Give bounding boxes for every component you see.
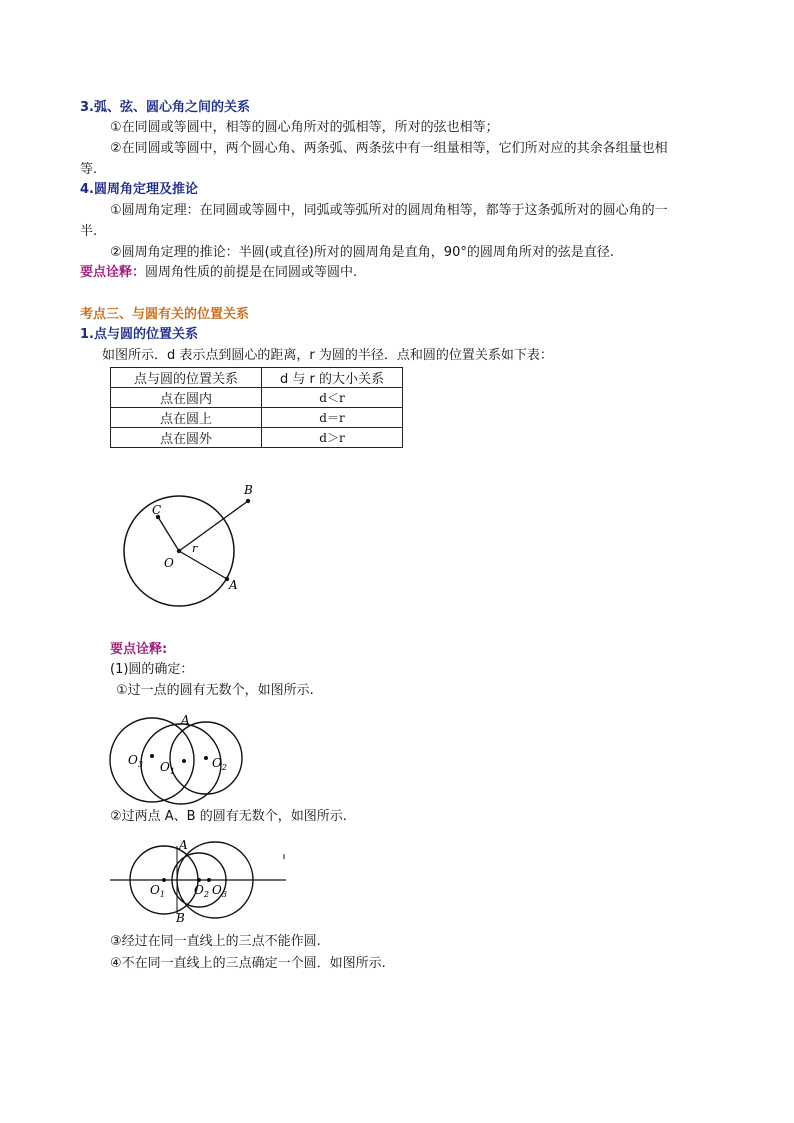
table-cell: d＞r bbox=[262, 428, 403, 448]
table-header-row bbox=[111, 368, 403, 388]
two-point-circles-figure bbox=[108, 834, 292, 924]
label-O1: $O_1$ bbox=[160, 760, 175, 776]
section3-item1: ①在同圆或等圆中，相等的圆心角所对的弧相等，所对的弦也相等； bbox=[110, 120, 499, 135]
point-circle-figure bbox=[110, 475, 270, 615]
section3-item2-line1: ②在同圆或等圆中，两个圆心角、两条弧、两条弦中有一组量相等，它们所对应的其余各组量也相 bbox=[110, 141, 668, 156]
point-O1 bbox=[162, 878, 166, 882]
notes-p1-item3: ③经过在同一直线上的三点不能作圆. bbox=[110, 934, 321, 949]
circle-O1 bbox=[141, 724, 221, 804]
label-C: C bbox=[152, 503, 162, 517]
table-cell: d＝r bbox=[262, 408, 403, 428]
label-B: B bbox=[176, 911, 185, 925]
notes-p1-item1: ①过一点的圆有无数个，如图所示. bbox=[116, 683, 314, 698]
point-B bbox=[246, 499, 250, 503]
section4-heading: 4.圆周角定理及推论 bbox=[80, 182, 198, 197]
label-A: A bbox=[229, 578, 238, 592]
note-label: 要点诠释： bbox=[80, 265, 146, 280]
section4-note bbox=[80, 265, 357, 281]
point-O3 bbox=[207, 878, 211, 882]
section4-item1-line1: ①圆周角定理：在同圆或等圆中，同弧或等弧所对的圆周角相等，都等于这条弧所对的圆心角的一 bbox=[110, 203, 668, 218]
one-point-circles-figure bbox=[108, 712, 248, 802]
kaodian3-heading: 考点三、与圆有关的位置关系 bbox=[80, 307, 250, 322]
table-row bbox=[111, 428, 403, 448]
table-header-cell: 点与圆的位置关系 bbox=[111, 368, 262, 388]
notes-label: 要点诠释: bbox=[110, 642, 168, 657]
table-cell: 点在圆上 bbox=[111, 408, 262, 428]
table-row bbox=[111, 388, 403, 408]
table-cell: d＜r bbox=[262, 388, 403, 408]
segment-OA bbox=[179, 551, 227, 579]
sub1-heading: 1.点与圆的位置关系 bbox=[80, 327, 198, 342]
point-O2 bbox=[204, 756, 208, 760]
label-r: r bbox=[192, 542, 198, 555]
position-relation-table bbox=[110, 367, 403, 448]
notes-p1: (1)圆的确定： bbox=[110, 662, 194, 677]
label-O1: $O_1$ bbox=[150, 883, 165, 899]
notes-p1-item4: ④不在同一直线上的三点确定一个圆．如图所示. bbox=[110, 956, 386, 971]
section4-item1-line2: 半. bbox=[80, 224, 98, 239]
label-O2: $O_2$ bbox=[212, 756, 227, 772]
label-O3: $O_3$ bbox=[212, 883, 227, 899]
note-text: 圆周角性质的前提是在同圆或等圆中. bbox=[145, 265, 358, 280]
circle-O3 bbox=[110, 718, 194, 802]
label-A: A bbox=[179, 838, 188, 852]
point-O3 bbox=[150, 754, 154, 758]
segment-OC bbox=[158, 517, 179, 551]
table-cell: 点在圆内 bbox=[111, 388, 262, 408]
label-O3: $O_3$ bbox=[128, 753, 143, 769]
point-O1 bbox=[182, 759, 186, 763]
section3-item2-line2: 等. bbox=[80, 162, 98, 177]
point-O2 bbox=[197, 878, 201, 882]
label-O2: $O_2$ bbox=[194, 883, 209, 899]
table-row bbox=[111, 408, 403, 428]
table-cell: 点在圆外 bbox=[111, 428, 262, 448]
section3-heading: 3.弧、弦、圆心角之间的关系 bbox=[80, 100, 250, 115]
sub1-intro: 如图所示．d 表示点到圆心的距离，r 为圆的半径．点和圆的位置关系如下表： bbox=[102, 348, 553, 363]
label-O: O bbox=[164, 556, 174, 570]
point-O bbox=[177, 549, 181, 553]
label-A: A bbox=[181, 713, 190, 727]
notes-p1-item2: ②过两点 A、B 的圆有无数个，如图所示. bbox=[110, 809, 347, 824]
table-header-cell: d 与 r 的大小关系 bbox=[262, 368, 403, 388]
label-B: B bbox=[244, 483, 253, 497]
section4-item2: ②圆周角定理的推论：半圆(或直径)所对的圆周角是直角，90°的圆周角所对的弦是直径. bbox=[110, 245, 614, 260]
